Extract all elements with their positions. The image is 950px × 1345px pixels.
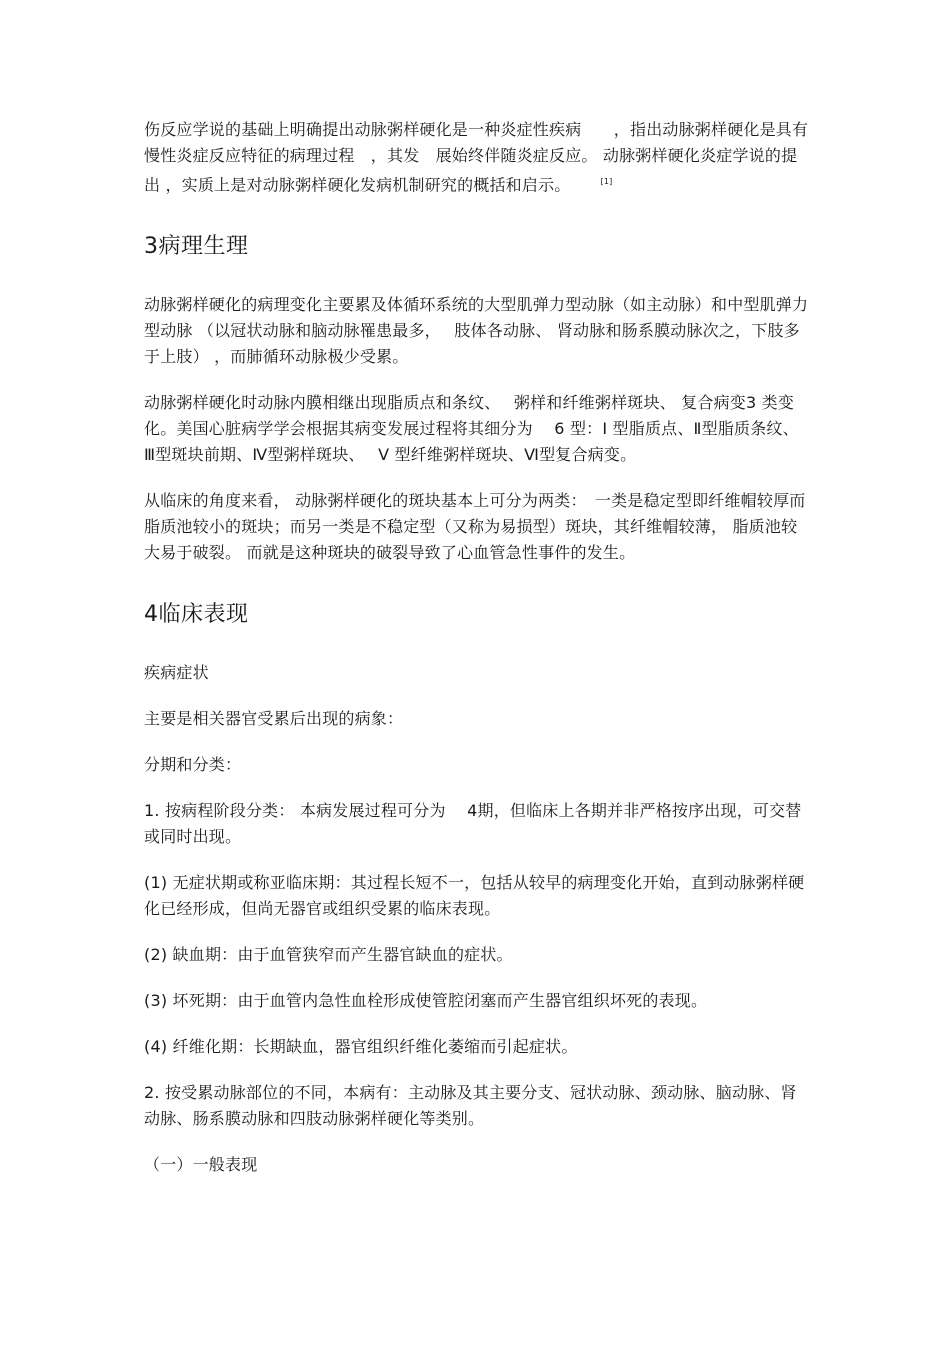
- intro-paragraph: [144, 117, 809, 198]
- classification-item-2: 2. 按受累动脉部位的不同，本病有：主动脉及其主要分支、冠状动脉、颈动脉、脑动脉、肾动脉、肠系膜动脉和四肢动脉粥样硬化等类别。: [144, 1083, 797, 1129]
- heading-pathophysiology: 3病理生理: [144, 234, 249, 260]
- citation-ref[interactable]: [1]: [600, 177, 613, 186]
- pathophysiology-paragraph-3: 从临床的角度来看， 动脉粥样硬化的斑块基本上可分为两类： 一类是稳定型即纤维帽较厚而脂质池较小的斑块；而另一类是不稳定型（又称为易损型）斑块，其纤维帽较薄， 脂质池较大易于破裂。 而就是这种斑块的破裂导致了心血管急性事件的发生。: [144, 491, 806, 563]
- pathophysiology-paragraph-2: 动脉粥样硬化时动脉内膜相继出现脂质点和条纹、 粥样和纤维粥样斑块、 复合病变3 类变化。美国心脏病学学会根据其病变发展过程将其细分为 6 型：Ⅰ 型脂质点、Ⅱ型脂质条纹、Ⅲ型斑块前期、Ⅳ型粥样斑块、 Ⅴ 型纤维粥样斑块、Ⅵ型复合病变。: [144, 393, 799, 465]
- stage-item-1: (1) 无症状期或称亚临床期：其过程长短不一，包括从较早的病理变化开始，直到动脉粥样硬化已经形成，但尚无器官或组织受累的临床表现。: [144, 873, 805, 919]
- heading-clinical: 4临床表现: [144, 602, 249, 628]
- stage-item-3: (3) 坏死期：由于血管内急性血栓形成使管腔闭塞而产生器官组织坏死的表现。: [144, 991, 708, 1011]
- stage-item-4: (4) 纤维化期：长期缺血，器官组织纤维化萎缩而引起症状。: [144, 1037, 578, 1057]
- pathophysiology-paragraph-1: 动脉粥样硬化的病理变化主要累及体循环系统的大型肌弹力型动脉（如主动脉）和中型肌弹力型动脉 （以冠状动脉和脑动脉罹患最多， 肢体各动脉、 肾动脉和肠系膜动脉次之，下肢多于上肢） ，而肺循环动脉极少受累。: [144, 295, 809, 367]
- general-presentation-label: （一）一般表现: [144, 1155, 258, 1175]
- staging-label: 分期和分类：: [144, 755, 242, 775]
- stage-item-2: (2) 缺血期：由于血管狭窄而产生器官缺血的症状。: [144, 945, 513, 965]
- document-body: [144, 117, 809, 1178]
- intro-text: 伤反应学说的基础上明确提出动脉粥样硬化是一种炎症性疾病 ，指出动脉粥样硬化是具有慢性炎症反应特征的病理过程 ，其发 展始终伴随炎症反应。 动脉粥样硬化炎症学说的提出 ，实质上是对动脉粥样硬化发病机制研究的概括和启示。: [144, 120, 809, 195]
- classification-item-1: 1. 按病程阶段分类： 本病发展过程可分为 4期，但临床上各期并非严格按序出现，可交替或同时出现。: [144, 801, 802, 847]
- main-symptoms-text: 主要是相关器官受累后出现的病象：: [144, 709, 404, 729]
- symptoms-label: 疾病症状: [144, 663, 209, 683]
